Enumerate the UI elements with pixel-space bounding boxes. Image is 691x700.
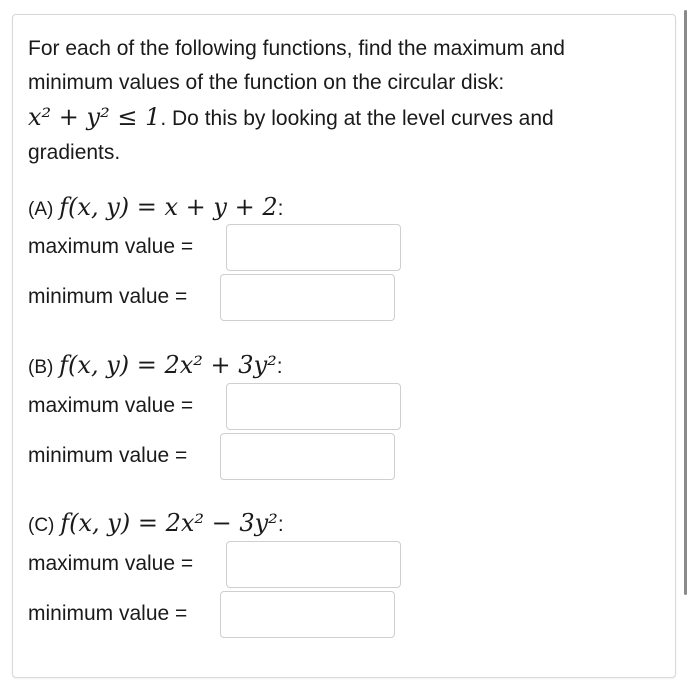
prompt-line-4: gradients. [28,141,121,164]
part-c-function: f(x, y) = 2x² − 3y² [60,509,278,537]
part-c-min-input[interactable] [220,591,395,638]
part-a-max-label: maximum value = [28,235,194,258]
prompt-line-3-suffix: . Do this by looking at the level curves and [160,107,554,130]
part-a-min-input[interactable] [220,274,395,321]
part-a-heading: (A) f(x, y) = x + y + 2: [28,193,284,221]
part-c-max-label: maximum value = [28,552,194,575]
part-a-tag: (A) [28,199,54,220]
question-prompt [28,32,648,170]
part-c-tag: (C) [28,515,55,536]
part-b-max-input[interactable] [226,383,401,430]
part-c-heading: (C) f(x, y) = 2x² − 3y²: [28,509,284,537]
prompt-line-2: minimum values of the function on the circular disk: [28,71,505,94]
scrollbar[interactable] [684,10,687,595]
part-b-function: f(x, y) = 2x² + 3y² [59,351,277,379]
part-b-heading: (B) f(x, y) = 2x² + 3y²: [28,351,283,379]
disk-constraint: x² + y² ≤ 1 [28,103,161,131]
part-b-min-label: minimum value = [28,444,188,467]
prompt-line-3 [28,100,648,136]
part-b-max-label: maximum value = [28,394,194,417]
part-c-max-input[interactable] [226,541,401,588]
prompt-line-1: For each of the following functions, find the maximum and [28,37,565,60]
part-a-function: f(x, y) = x + y + 2 [59,193,278,221]
part-a-min-label: minimum value = [28,285,188,308]
part-b-min-input[interactable] [220,433,395,480]
part-c-min-label: minimum value = [28,602,188,625]
part-b-tag: (B) [28,357,54,378]
part-a-max-input[interactable] [226,224,401,271]
